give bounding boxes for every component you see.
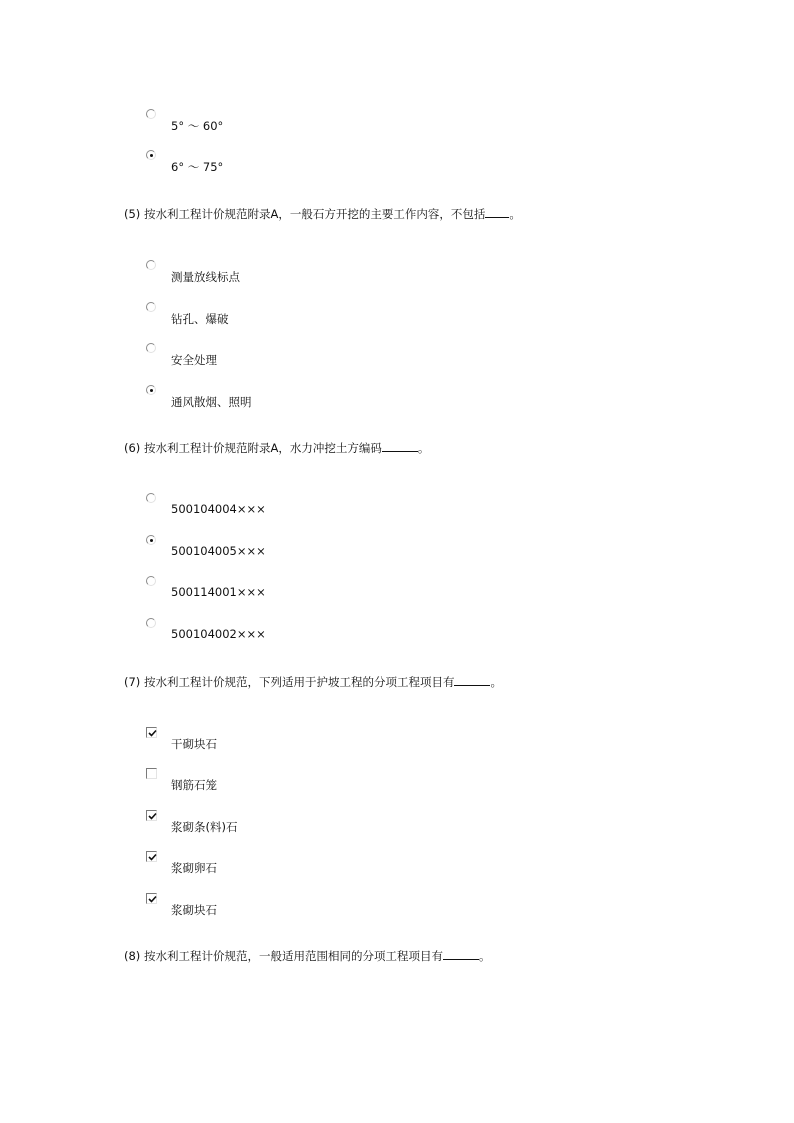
question-text: 按水利工程计价规范附录A，一般石方开挖的主要工作内容，不包括 [143, 207, 486, 221]
checkmark-icon [147, 811, 158, 822]
option-label: 钻孔、爆破 [171, 312, 229, 326]
q5-option-4[interactable] [146, 385, 546, 409]
question-end: 。 [490, 675, 502, 689]
answer-blank [382, 439, 418, 452]
option-label: 浆砌块石 [171, 903, 217, 917]
question-end: 。 [478, 949, 491, 963]
q7-option-4[interactable] [146, 851, 546, 875]
question-text: 按水利工程计价规范，下列适用于护坡工程的分项工程项目有 [143, 675, 455, 689]
option-label: 干砌块石 [171, 737, 217, 751]
checkbox[interactable] [146, 768, 157, 779]
question-number: (6) [124, 441, 141, 455]
checkbox-checked[interactable] [146, 727, 157, 738]
q5-option-1[interactable] [146, 260, 546, 284]
answer-blank [454, 673, 490, 686]
option-label: 测量放线标点 [171, 270, 240, 284]
radio-button-selected[interactable] [146, 150, 156, 160]
radio-button[interactable] [146, 493, 156, 503]
q6-option-1[interactable] [146, 493, 546, 517]
checkmark-icon [147, 852, 158, 863]
radio-button[interactable] [146, 260, 156, 270]
checkbox-checked[interactable] [146, 851, 157, 862]
q5-option-3[interactable] [146, 343, 546, 367]
q5-option-2[interactable] [146, 302, 546, 326]
question-6 [124, 439, 429, 456]
question-end: 。 [509, 207, 521, 221]
radio-button[interactable] [146, 109, 156, 119]
option-label: 6° ～ 75° [171, 160, 224, 174]
option-label: 浆砌条(料)石 [171, 820, 238, 834]
question-number: (7) [124, 675, 141, 689]
radio-dot-icon [150, 154, 153, 157]
option-label: 500104005××× [171, 544, 266, 558]
option-label: 500104004××× [171, 502, 266, 516]
question-text: 按水利工程计价规范附录A，水力冲挖土方编码 [143, 441, 382, 455]
radio-button[interactable] [146, 576, 156, 586]
checkmark-icon [147, 894, 158, 905]
radio-button[interactable] [146, 618, 156, 628]
radio-dot-icon [150, 389, 153, 392]
q6-option-4[interactable] [146, 618, 546, 642]
radio-button-selected[interactable] [146, 535, 156, 545]
q6-option-2[interactable] [146, 535, 546, 559]
q6-option-3[interactable] [146, 576, 546, 600]
question-7 [124, 673, 502, 690]
radio-button[interactable] [146, 343, 156, 353]
q4-option-2[interactable] [146, 150, 546, 174]
question-end: 。 [417, 441, 430, 455]
q7-option-3[interactable] [146, 810, 546, 834]
q7-option-1[interactable] [146, 727, 546, 751]
checkbox-checked[interactable] [146, 893, 157, 904]
option-label: 通风散烟、照明 [171, 395, 252, 409]
question-text: 按水利工程计价规范，一般适用范围相同的分项工程项目有 [143, 949, 443, 963]
option-label: 500104002××× [171, 627, 266, 641]
option-label: 钢筋石笼 [171, 778, 217, 792]
checkmark-icon [147, 728, 158, 739]
question-number: (5) [124, 207, 141, 221]
radio-button-selected[interactable] [146, 385, 156, 395]
option-label: 浆砌卵石 [171, 861, 217, 875]
q4-option-1[interactable] [146, 109, 546, 133]
answer-blank [485, 205, 509, 218]
q7-option-2[interactable] [146, 768, 546, 792]
option-label: 500114001××× [171, 585, 266, 599]
radio-dot-icon [150, 539, 153, 542]
checkbox-checked[interactable] [146, 810, 157, 821]
option-label: 5° ～ 60° [171, 119, 224, 133]
question-8 [124, 947, 490, 964]
question-number: (8) [124, 949, 141, 963]
question-5 [124, 205, 521, 222]
option-label: 安全处理 [171, 353, 217, 367]
radio-button[interactable] [146, 302, 156, 312]
answer-blank [443, 947, 479, 960]
q7-option-5[interactable] [146, 893, 546, 917]
